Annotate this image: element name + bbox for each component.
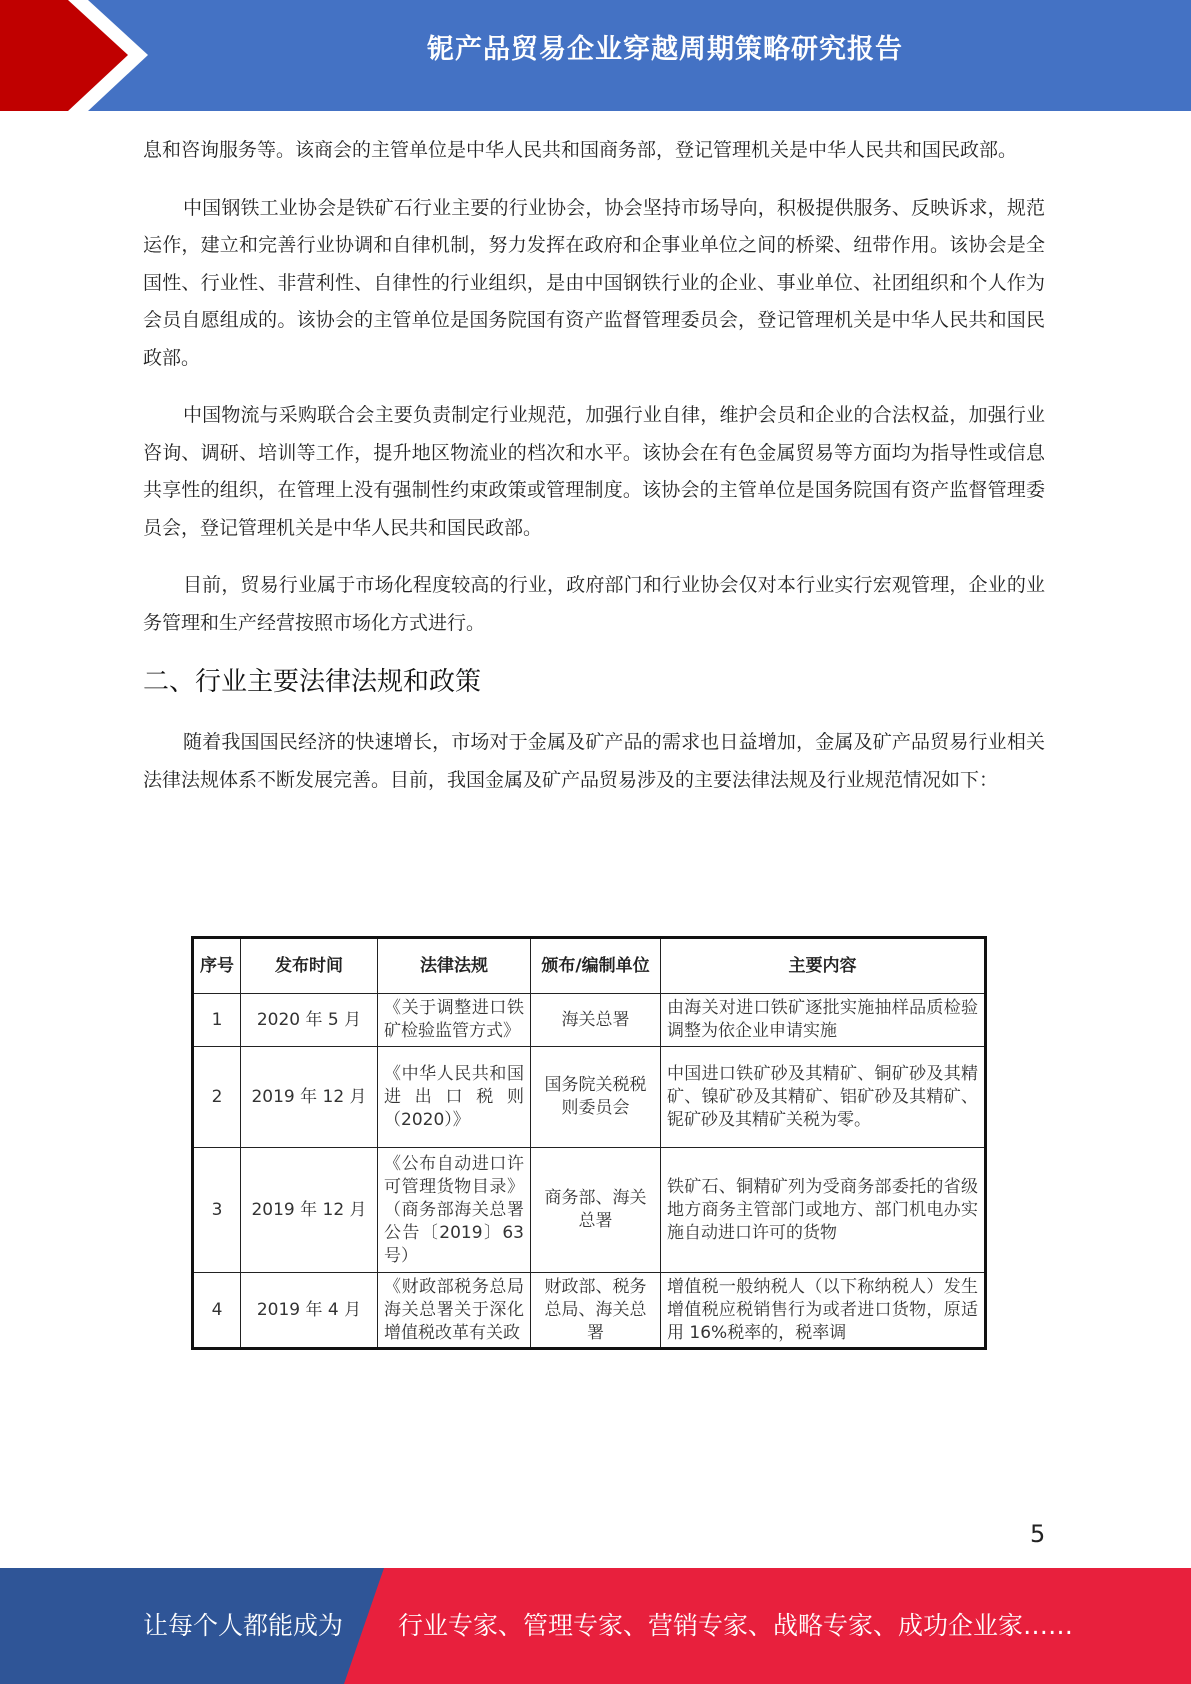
cell-law: 《财政部税务总局海关总署关于深化增值税改革有关政	[378, 1273, 531, 1349]
paragraph-logistics-federation: 中国物流与采购联合会主要负责制定行业规范，加强行业自律，维护会员和企业的合法权益，加强行业咨询、调研、培训等工作，提升地区物流业的档次和水平。该协会在有色金属贸易等方面均为指导性或信息共享性的组织，在管理上没有强制性约束政策或管理制度。该协会的主管单位是国务院国有资产监督管理委员会，登记管理机关是中华人民共和国民政部。	[143, 404, 1045, 539]
table-row	[193, 994, 986, 1047]
cell-date: 2019 年 4 月	[241, 1273, 378, 1349]
table-header-row	[193, 938, 986, 994]
cell-issuer: 海关总署	[531, 994, 661, 1047]
page-number: 5	[1030, 1520, 1046, 1548]
page-footer	[0, 1568, 1191, 1684]
table-row	[193, 1148, 986, 1273]
cell-content: 铁矿石、铜精矿列为受商务部委托的省级地方商务主管部门或地方、部门机电办实施自动进口许可的货物	[661, 1148, 986, 1273]
header-law: 法律法规	[378, 938, 531, 994]
laws-table	[191, 936, 987, 1350]
table-row	[193, 1273, 986, 1349]
cell-law: 《中华人民共和国进出口税则（2020）》	[378, 1047, 531, 1148]
footer-slogan-left: 让每个人都能成为	[143, 1611, 344, 1640]
document-body	[143, 132, 1045, 819]
page-header	[0, 0, 1191, 111]
cell-index: 3	[193, 1148, 241, 1273]
cell-issuer: 财政部、税务总局、海关总署	[531, 1273, 661, 1349]
cell-date: 2020 年 5 月	[241, 994, 378, 1047]
header-date: 发布时间	[241, 938, 378, 994]
footer-slogan-right: 行业专家、管理专家、营销专家、战略专家、成功企业家……	[398, 1611, 1074, 1640]
cell-content: 增值税一般纳税人（以下称纳税人）发生增值税应税销售行为或者进口货物，原适用 16%税率的，税率调	[661, 1273, 986, 1349]
laws-table-container	[191, 936, 984, 1350]
section-intro: 随着我国国民经济的快速增长，市场对于金属及矿产品的需求也日益增加，金属及矿产品贸易行业相关法律法规体系不断发展完善。目前，我国金属及矿产品贸易涉及的主要法律法规及行业规范情况如下：	[143, 731, 1045, 791]
cell-date: 2019 年 12 月	[241, 1148, 378, 1273]
paragraph-continuation: 息和咨询服务等。该商会的主管单位是中华人民共和国商务部，登记管理机关是中华人民共和国民政部。	[143, 139, 1018, 161]
cell-law: 《公布自动进口许可管理货物目录》（商务部海关总署公告〔2019〕63 号）	[378, 1148, 531, 1273]
cell-issuer: 商务部、海关总署	[531, 1148, 661, 1273]
table-row	[193, 1047, 986, 1148]
cell-index: 1	[193, 994, 241, 1047]
header-issuer: 颁布/编制单位	[531, 938, 661, 994]
cell-date: 2019 年 12 月	[241, 1047, 378, 1148]
paragraph-market-management: 目前，贸易行业属于市场化程度较高的行业，政府部门和行业协会仅对本行业实行宏观管理，企业的业务管理和生产经营按照市场化方式进行。	[143, 574, 1045, 634]
cell-index: 4	[193, 1273, 241, 1349]
cell-content: 中国进口铁矿砂及其精矿、铜矿砂及其精矿、镍矿砂及其精矿、铝矿砂及其精矿、铌矿砂及其精矿关税为零。	[661, 1047, 986, 1148]
paragraph-steel-association: 中国钢铁工业协会是铁矿石行业主要的行业协会，协会坚持市场导向，积极提供服务、反映诉求，规范运作，建立和完善行业协调和自律机制，努力发挥在政府和企事业单位之间的桥梁、纽带作用。该协会是全国性、行业性、非营利性、自律性的行业组织，是由中国钢铁行业的企业、事业单位、社团组织和个人作为会员自愿组成的。该协会的主管单位是国务院国有资产监督管理委员会，登记管理机关是中华人民共和国民政部。	[143, 196, 1045, 369]
header-index: 序号	[193, 938, 241, 994]
report-title: 铌产品贸易企业穿越周期策略研究报告	[427, 34, 903, 65]
chevron-arrow-icon	[0, 0, 160, 111]
section-heading: 二、行业主要法律法规和政策	[143, 667, 482, 697]
cell-issuer: 国务院关税税则委员会	[531, 1047, 661, 1148]
header-content: 主要内容	[661, 938, 986, 994]
cell-law: 《关于调整进口铁矿检验监管方式》	[378, 994, 531, 1047]
cell-content: 由海关对进口铁矿逐批实施抽样品质检验调整为依企业申请实施	[661, 994, 986, 1047]
cell-index: 2	[193, 1047, 241, 1148]
